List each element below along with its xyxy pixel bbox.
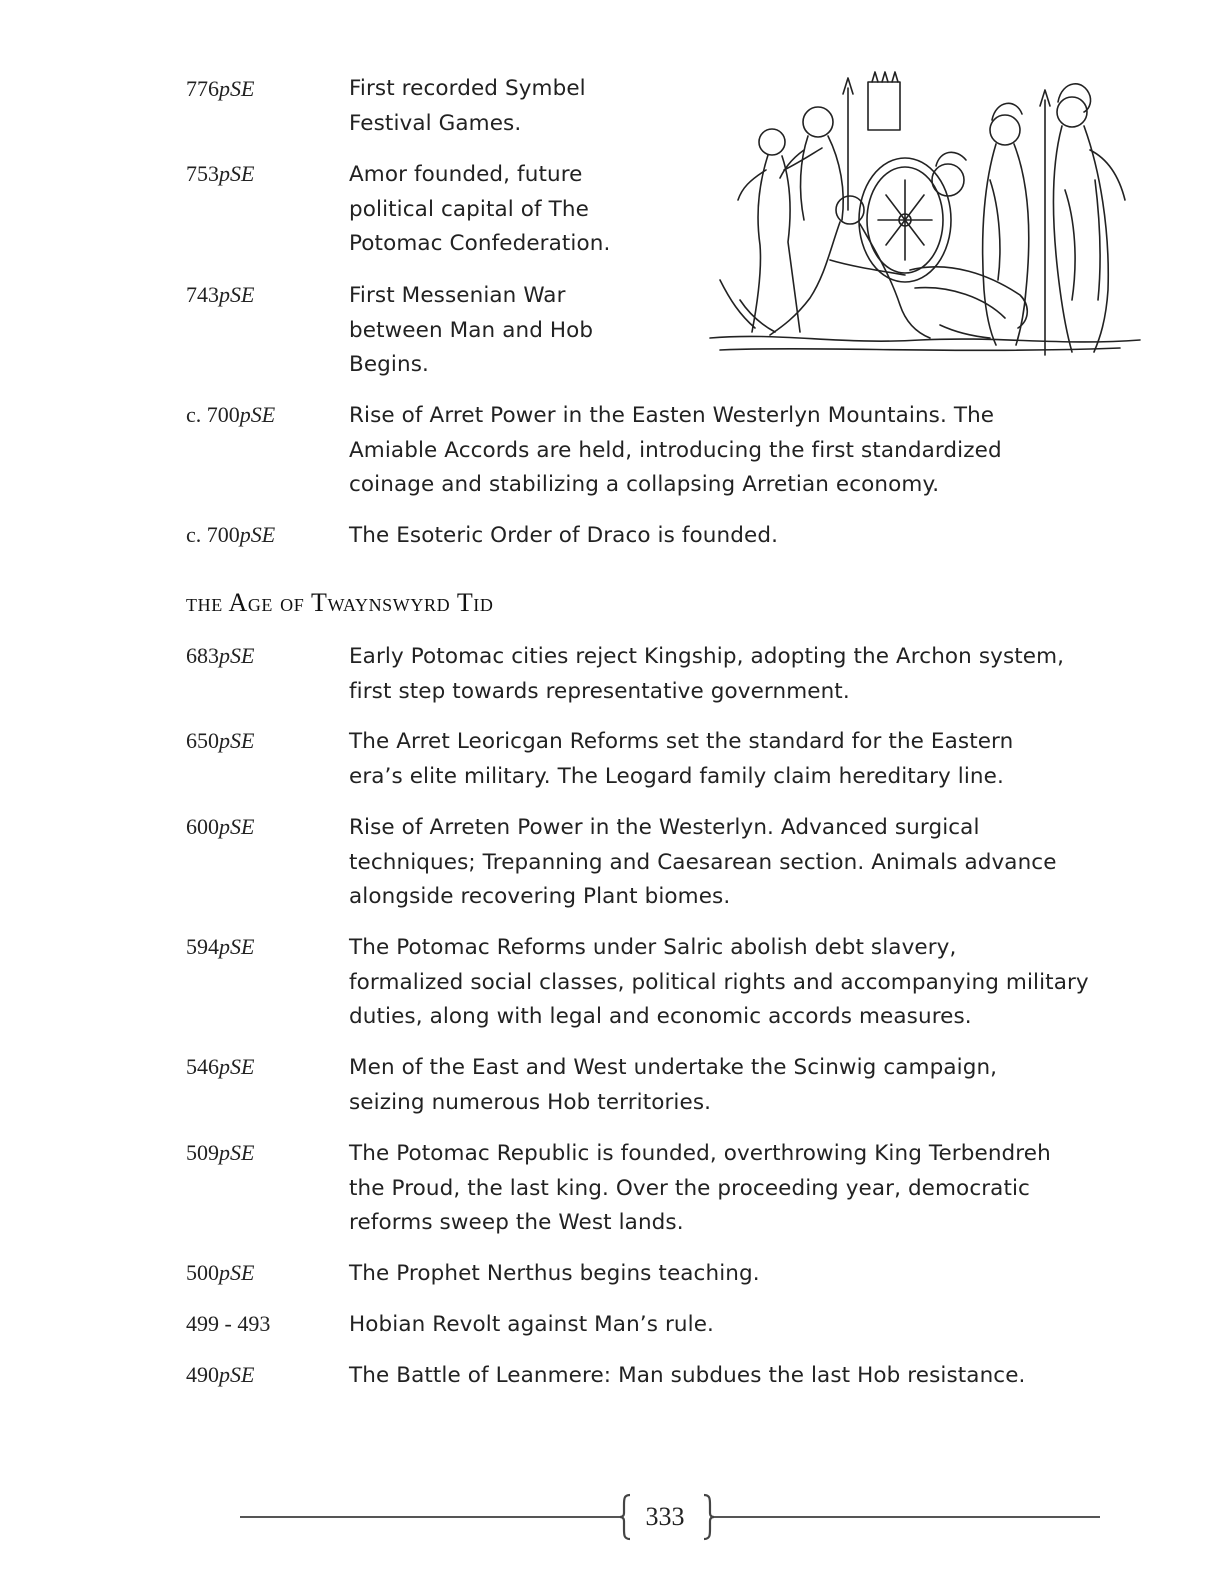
entry-date: 743pSE	[186, 282, 255, 307]
footer-rule-right	[712, 1516, 1100, 1518]
entry-text: Hobian Revolt against Man’s rule.	[349, 1312, 714, 1337]
entry-date: c. 700pSE	[186, 522, 276, 547]
entry-date: 490pSE	[186, 1362, 255, 1387]
entry-text: Men of the East and West undertake the Scinwig campaign, seizing numerous Hob territories.	[349, 1055, 998, 1115]
entry-text: The Potomac Republic is founded, overthrowing King Terbendreh the Proud, the last king. Over the proceeding year, democratic reforms sweep the West lands.	[349, 1141, 1051, 1235]
entry-text: Amor founded, future political capital of The Potomac Confederation.	[349, 162, 611, 256]
entry-date: 509pSE	[186, 1140, 255, 1165]
page-number: 333	[645, 1502, 685, 1531]
entry-date: 594pSE	[186, 934, 255, 959]
entry-date: 500pSE	[186, 1260, 255, 1285]
entry-date: 650pSE	[186, 728, 255, 753]
entry-text: The Battle of Leanmere: Man subdues the last Hob resistance.	[349, 1363, 1026, 1388]
entry-date: 753pSE	[186, 161, 255, 186]
entry-text: The Prophet Nerthus begins teaching.	[349, 1261, 760, 1286]
entry-text: The Arret Leoricgan Reforms set the standard for the Eastern era’s elite military. The Leogard family claim hereditary line.	[349, 729, 1014, 789]
entry-text: First Messenian War between Man and Hob Begins.	[349, 283, 594, 377]
entry-date: 600pSE	[186, 814, 255, 839]
section-heading: the Age of Twaynswyrd Tid	[186, 588, 494, 617]
entry-date: 683pSE	[186, 643, 255, 668]
entry-date: 546pSE	[186, 1054, 255, 1079]
classical-warriors-engraving-icon	[700, 70, 1145, 365]
entry-text: Rise of Arret Power in the Easten Westerlyn Mountains. The Amiable Accords are held, introducing the first standardized coinage and stabilizing a collapsing Arretian economy.	[349, 403, 1002, 497]
footer-rule-left	[240, 1516, 620, 1518]
entry-text: The Potomac Reforms under Salric abolish debt slavery, formalized social classes, political rights and accompanying military duties, along with legal and economic accords measures.	[349, 935, 1089, 1029]
entry-date: 776pSE	[186, 76, 255, 101]
entry-text: Rise of Arreten Power in the Westerlyn. Advanced surgical techniques; Trepanning and Caesarean section. Animals advance alongside recovering Plant biomes.	[349, 815, 1057, 909]
entry-text: First recorded Symbel Festival Games.	[349, 76, 586, 136]
entry-date: 499 - 493	[186, 1311, 271, 1336]
entry-text: The Esoteric Order of Draco is founded.	[349, 523, 778, 548]
entry-date: c. 700pSE	[186, 402, 276, 427]
entry-text: Early Potomac cities reject Kingship, adopting the Archon system, first step towards representative government.	[349, 644, 1065, 704]
